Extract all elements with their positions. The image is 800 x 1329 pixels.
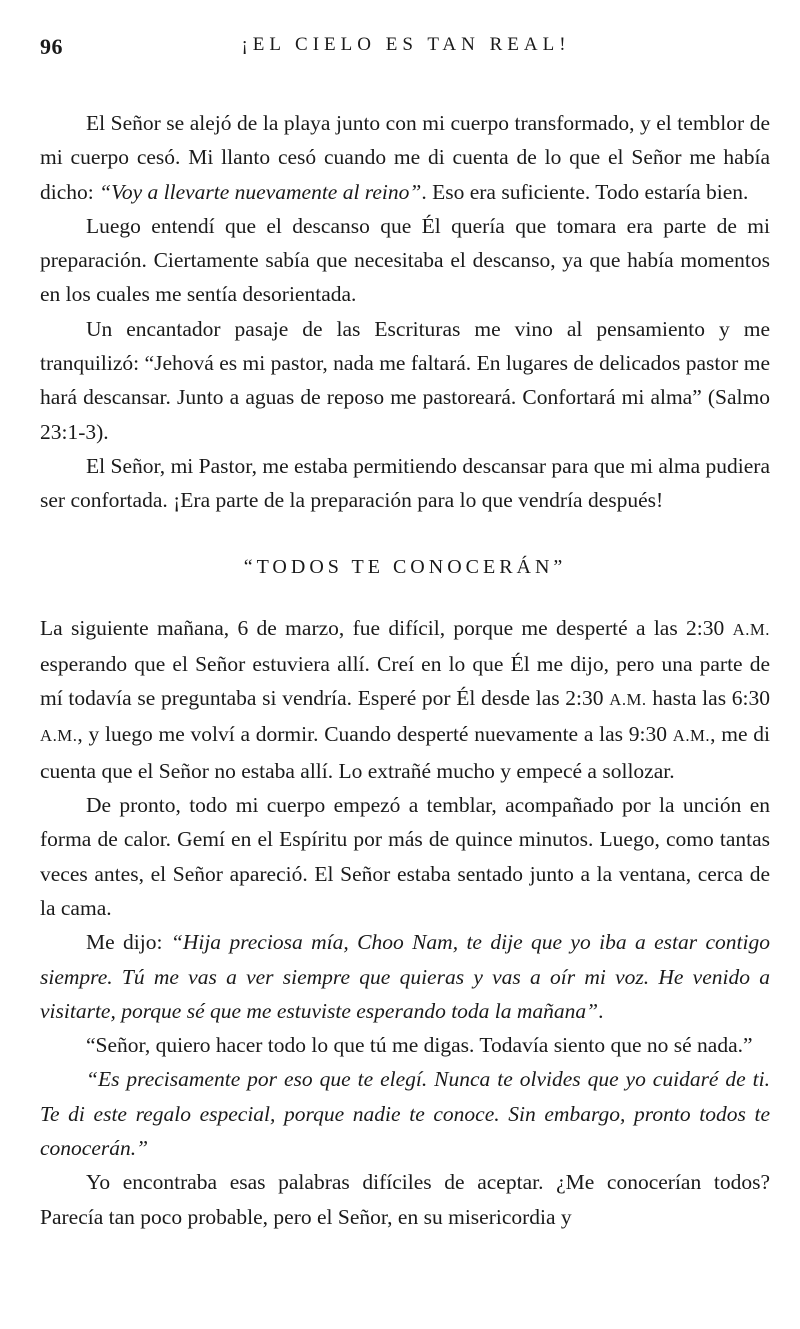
paragraph-text: hasta las 6:30 xyxy=(646,686,770,711)
paragraph xyxy=(40,106,770,209)
paragraph xyxy=(40,925,770,1028)
page-header xyxy=(40,34,772,64)
page-body xyxy=(40,106,770,1234)
paragraph: Un encantador pasaje de las Escrituras me vino al pensamiento y me tranquilizó: “Jehová es mi pastor, nada me faltará. En lugares de delicados pastor me hará descansar. Junto a aguas de reposo me pastoreará. Confortará mi alma” (Salmo 23:1-3). xyxy=(40,316,770,444)
paragraph-text: El Señor se alejó de la playa junto con mi cuerpo transformado, y el temblor de mi cuerpo cesó. Mi llanto cesó cuando me di cuenta de lo que el Señor me había dicho: xyxy=(40,111,770,204)
section-heading: “TODOS TE CONOCERÁN” xyxy=(243,555,567,578)
time-abbrev: A.M. xyxy=(609,690,647,710)
paragraph-text: , me di cuenta que el Señor no estaba allí. Lo extrañé mucho y empecé a sollozar. xyxy=(40,722,770,783)
paragraph-text: esperando que el Señor estuviera allí. Creí en lo que Él me dijo, pero una parte de mí todavía se preguntaba si vendría. Esperé por Él desde las 2:30 xyxy=(40,651,770,711)
paragraph xyxy=(40,611,770,788)
italic-paragraph: “Es precisamente por eso que te elegí. Nunca te olvides que yo cuidaré de ti. Te di este regalo especial, porque nadie te conoce. Sin embargo, pronto todos te conocerán.” xyxy=(40,1067,770,1161)
time-abbrev: A.M. xyxy=(732,619,770,639)
paragraph-text: , y luego me volví a dormir. Cuando desperté nuevamente a las 9:30 xyxy=(77,722,673,747)
paragraph: Luego entendí que el descanso que Él quería que tomara era parte de mi preparación. Ciertamente sabía que necesitaba el descanso, ya que había momentos en los cuales me sentía desorientada. xyxy=(40,213,770,307)
paragraph: El Señor, mi Pastor, me estaba permitiendo descansar para que mi alma pudiera ser confortada. ¡Era parte de la preparación para lo que vendría después! xyxy=(40,453,770,513)
paragraph: Yo encontraba esas palabras difíciles de aceptar. ¿Me conocerían todos? Parecía tan poco probable, pero el Señor, en su misericordia y xyxy=(40,1170,770,1229)
page-number: 96 xyxy=(40,34,63,59)
paragraph-text: Me dijo: xyxy=(86,930,171,955)
paragraph: De pronto, todo mi cuerpo empezó a temblar, acompañado por la unción en forma de calor. Gemí en el Espíritu por más de quince minutos. Luego, como tantas veces antes, el Señor apareció. El Señor estaba sentado junto a la ventana, cerca de la cama. xyxy=(40,793,770,920)
running-title: ¡EL CIELO ES TAN REAL! xyxy=(241,34,571,55)
paragraph-text: La siguiente mañana, 6 de marzo, fue difícil, porque me desperté a las 2:30 xyxy=(40,615,733,640)
paragraph: “Señor, quiero hacer todo lo que tú me digas. Todavía siento que no sé nada.” xyxy=(86,1033,753,1058)
paragraph-text: . xyxy=(598,998,604,1023)
time-abbrev: A.M. xyxy=(40,726,78,746)
italic-quote: “Voy a llevarte nuevamente al reino” xyxy=(99,179,422,204)
italic-quote: “Hija preciosa mía, Choo Nam, te dije que yo iba a estar contigo siempre. Tú me vas a ver siempre que quieras y vas a oír mi voz. He venido a visitarte, porque sé que me estuviste esperando toda la mañana” xyxy=(40,930,770,1023)
time-abbrev: A.M. xyxy=(672,726,711,746)
paragraph-text: . Eso era suficiente. Todo estaría bien. xyxy=(421,179,749,204)
